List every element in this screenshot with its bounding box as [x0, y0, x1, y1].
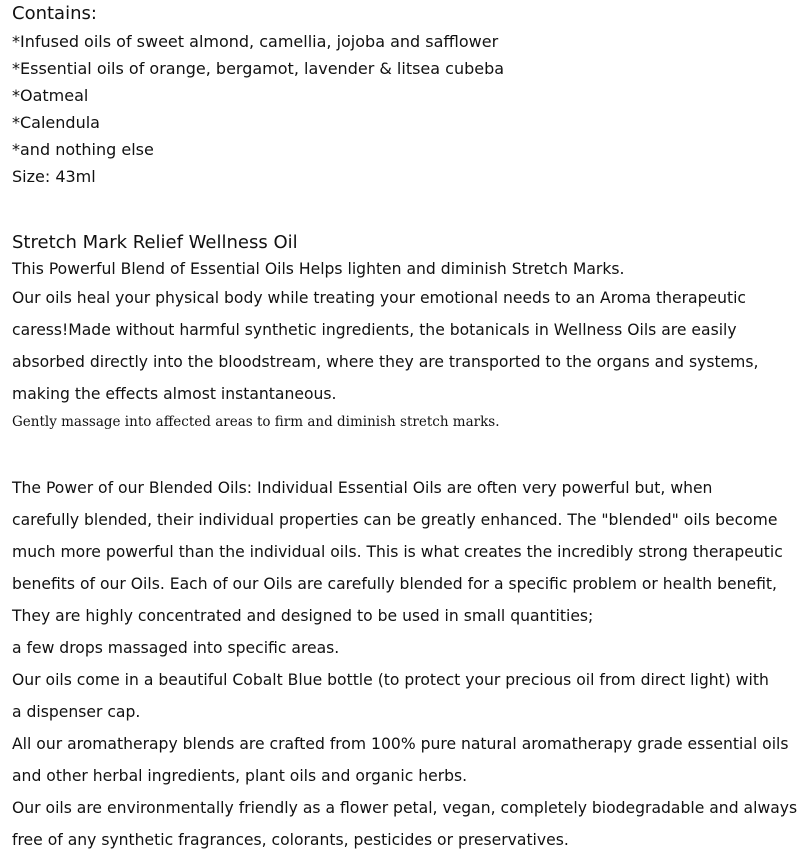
power-line: The Power of our Blended Oils: Individual Essential Oils are often very powerful but, when [12, 479, 713, 497]
size-info: Size: 43ml [12, 167, 96, 186]
intro-line: Our oils heal your physical body while treating your emotional needs to an Aroma therapeutic [12, 289, 746, 307]
intro-line: caress!Made without harmful synthetic ingredients, the botanicals in Wellness Oils are easily [12, 321, 737, 339]
power-line: a few drops massaged into specific areas. [12, 639, 340, 657]
power-paragraph [12, 472, 798, 856]
ingredient-item: *Calendula [12, 113, 100, 132]
power-line: carefully blended, their individual properties can be greatly enhanced. The "blended" oils become [12, 511, 778, 529]
ingredient-item: *Infused oils of sweet almond, camellia, jojoba and safflower [12, 32, 499, 51]
power-line: Our oils come in a beautiful Cobalt Blue bottle (to protect your precious oil from direct light) with [12, 671, 769, 689]
intro-line: making the effects almost instantaneous. [12, 385, 337, 403]
power-line: much more powerful than the individual oils. This is what creates the incredibly strong therapeutic [12, 543, 783, 561]
power-line: They are highly concentrated and designed to be used in small quantities; [12, 607, 594, 625]
ingredient-item: *Oatmeal [12, 86, 89, 105]
ingredient-item: *Essential oils of orange, bergamot, lavender & litsea cubeba [12, 59, 505, 78]
ingredients-list [12, 28, 798, 190]
power-line: free of any synthetic fragrances, colorants, pesticides or preservatives. [12, 831, 569, 849]
product-title: Stretch Mark Relief Wellness Oil [12, 232, 298, 253]
usage-note: Gently massage into affected areas to firm and diminish stretch marks. [12, 414, 500, 430]
product-description [12, 0, 798, 856]
contains-heading: Contains: [12, 3, 97, 24]
ingredient-item: *and nothing else [12, 140, 154, 159]
power-line: All our aromatherapy blends are crafted from 100% pure natural aromatherapy grade essential oils [12, 735, 789, 753]
power-line: benefits of our Oils. Each of our Oils are carefully blended for a specific problem or health benefit, [12, 575, 777, 593]
power-line: a dispenser cap. [12, 703, 141, 721]
intro-paragraph [12, 282, 798, 410]
power-line: and other herbal ingredients, plant oils and organic herbs. [12, 767, 468, 785]
power-line: Our oils are environmentally friendly as a flower petal, vegan, completely biodegradable and always [12, 799, 798, 817]
product-tagline: This Powerful Blend of Essential Oils Helps lighten and diminish Stretch Marks. [12, 260, 625, 278]
intro-line: absorbed directly into the bloodstream, where they are transported to the organs and systems, [12, 353, 759, 371]
